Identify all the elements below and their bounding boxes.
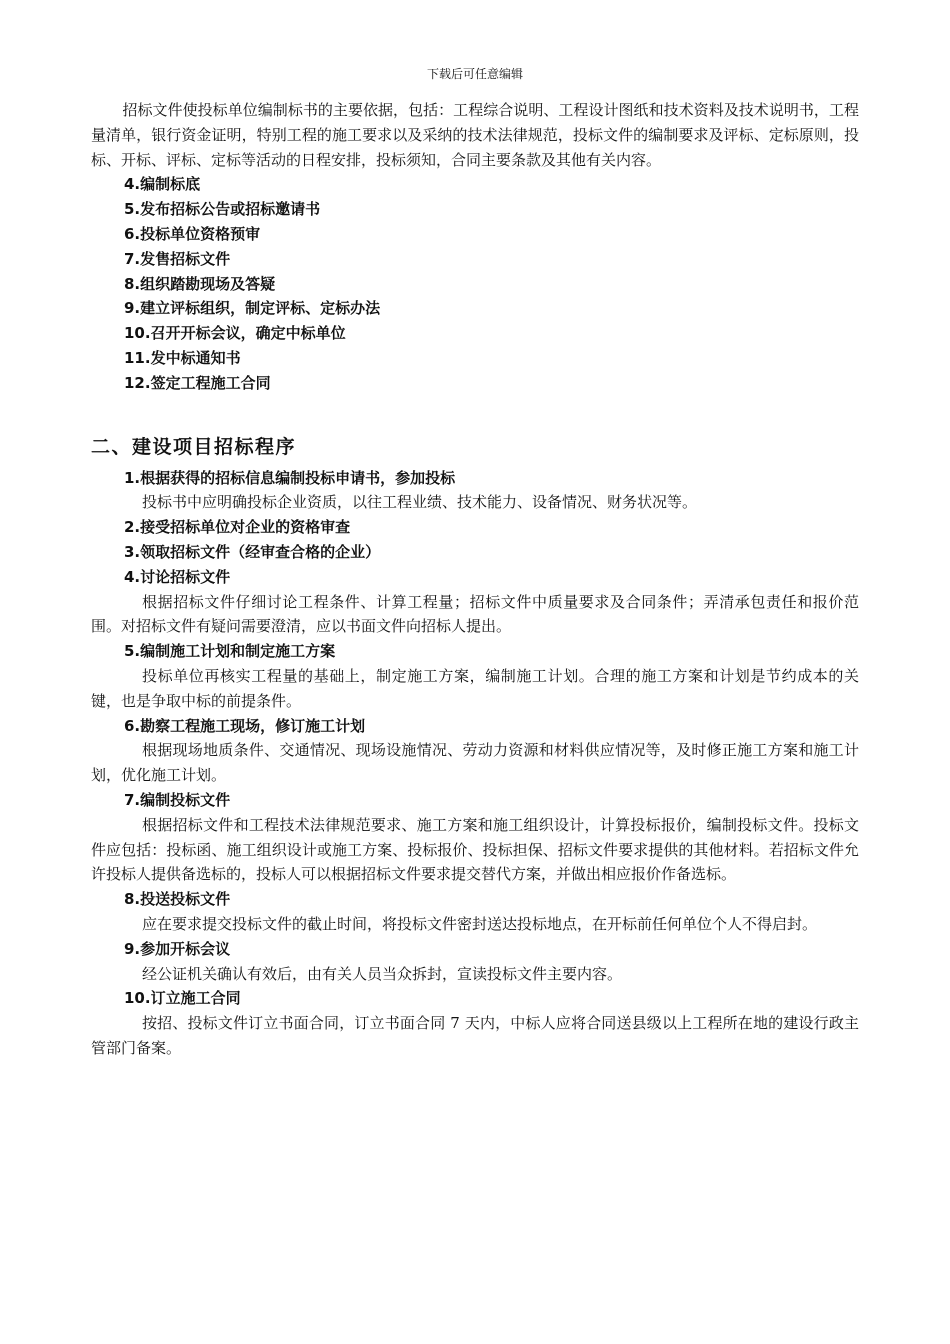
subsection-title: 5.编制施工计划和制定施工方案 xyxy=(124,642,336,661)
intro-paragraph: 招标文件使投标单位编制标书的主要依据，包括：工程综合说明、工程设计图纸和技术资料及技术说明书，工程量清单，银行资金证明，特别工程的施工要求以及采纳的技术法律规范，投标文件的编制要求及评标、定标原则，投标、开标、评标、定标等活动的日程安排，投标须知，合同主要条款及其他有关内容。 xyxy=(91,101,859,169)
list-item: 5.发布招标公告或招标邀请书 xyxy=(124,200,321,219)
list-item: 11.发中标通知书 xyxy=(124,348,241,367)
list-item: 6.投标单位资格预审 xyxy=(124,224,261,243)
list-item: 10.召开开标会议，确定中标单位 xyxy=(124,324,346,343)
list-item: 8.组织踏勘现场及答疑 xyxy=(124,274,276,293)
subsection-title: 2.接受招标单位对企业的资格审查 xyxy=(124,518,351,537)
list-item: 4.编制标底 xyxy=(124,175,201,194)
subsection-text: 投标单位再核实工程量的基础上，制定施工方案，编制施工计划。合理的施工方案和计划是节约成本的关键，也是争取中标的前提条件。 xyxy=(91,666,859,710)
list-item: 9.建立评标组织，制定评标、定标办法 xyxy=(124,299,381,318)
subsection-title: 8.投送投标文件 xyxy=(124,890,231,909)
subsection-text: 经公证机关确认有效后，由有关人员当众拆封，宣读投标文件主要内容。 xyxy=(142,964,623,983)
subsection-text: 根据现场地质条件、交通情况、现场设施情况、劳动力资源和材料供应情况等，及时修正施工方案和施工计划，优化施工计划。 xyxy=(91,741,859,785)
subsection-text: 根据招标文件和工程技术法律规范要求、施工方案和施工组织设计，计算投标报价，编制投标文件。投标文件应包括：投标函、施工组织设计或施工方案、投标报价、投标担保、招标文件要求提供的其他材料。若招标文件允许投标人提供备选标的，投标人可以根据招标文件要求提交替代方案，并做出相应报价作备选标。 xyxy=(91,815,859,884)
subsection-title: 10.订立施工合同 xyxy=(124,989,241,1008)
subsection-title: 7.编制投标文件 xyxy=(124,790,231,809)
subsection-title: 3.领取招标文件（经审查合格的企业） xyxy=(124,542,381,561)
page-header: 下载后可任意编辑 xyxy=(426,67,523,81)
document-body xyxy=(91,98,859,1061)
subsection-text: 根据招标文件仔细讨论工程条件、计算工程量；招标文件中质量要求及合同条件；弄清承包责任和报价范围。对招标文件有疑问需要澄清，应以书面文件向招标人提出。 xyxy=(91,592,859,636)
subsection-text: 按招、投标文件订立书面合同，订立书面合同 7 天内，中标人应将合同送县级以上工程所在地的建设行政主管部门备案。 xyxy=(91,1014,859,1057)
subsection-title: 9.参加开标会议 xyxy=(124,939,231,958)
subsection-title: 6.勘察工程施工现场，修订施工计划 xyxy=(124,716,366,735)
section-heading: 二、建设项目招标程序 xyxy=(91,435,297,458)
section-spacer xyxy=(91,396,859,432)
subsection-text: 应在要求提交投标文件的截止时间，将投标文件密封送达投标地点，在开标前任何单位个人不得启封。 xyxy=(142,914,818,933)
subsection-text: 投标书中应明确投标企业资质，以往工程业绩、技术能力、设备情况、财务状况等。 xyxy=(142,493,698,512)
subsection-title: 4.讨论招标文件 xyxy=(124,567,231,586)
list-item: 12.签定工程施工合同 xyxy=(124,373,271,392)
subsection-title: 1.根据获得的招标信息编制投标申请书，参加投标 xyxy=(124,468,456,487)
list-item: 7.发售招标文件 xyxy=(124,249,231,268)
step-list xyxy=(91,172,859,395)
